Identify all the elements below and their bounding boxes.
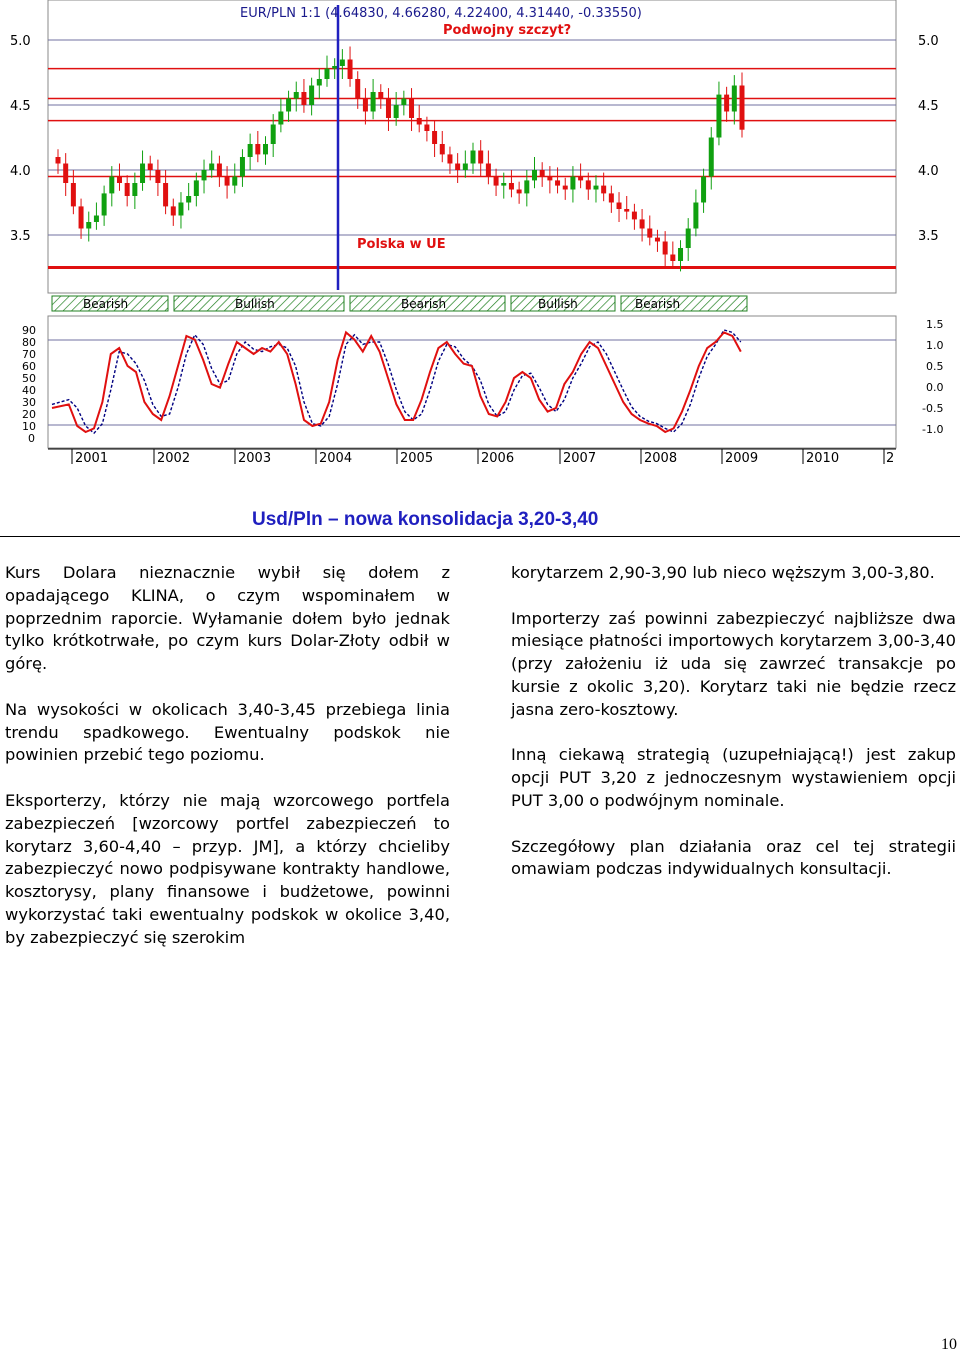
- section-heading: Usd/Pln – nowa konsolidacja 3,20-3,40: [252, 509, 599, 530]
- price-y-ticks-left: [10, 34, 31, 244]
- candle-body: [386, 99, 391, 119]
- candle-body: [194, 180, 199, 196]
- candle-body: [155, 170, 160, 183]
- band-label: Bearish: [83, 297, 129, 311]
- candle-body: [278, 112, 283, 125]
- price-tick-left: 5.0: [10, 34, 31, 49]
- candle-body: [586, 180, 591, 189]
- x-label: 2006: [481, 451, 515, 466]
- candle-body: [640, 219, 645, 228]
- osc-tick-right: 1.5: [926, 318, 944, 331]
- candle-body: [232, 177, 237, 186]
- candle-body: [686, 229, 691, 249]
- candle-body: [663, 242, 668, 255]
- osc-tick: 10: [22, 420, 36, 433]
- candle-body: [317, 79, 322, 86]
- candle-body: [524, 180, 529, 193]
- price-panel: [48, 0, 896, 293]
- candle-body: [424, 125, 429, 132]
- x-axis: [48, 449, 896, 466]
- candle-body: [309, 86, 314, 106]
- candle-body: [271, 125, 276, 145]
- osc-tick: 20: [22, 408, 36, 421]
- candle-body: [394, 105, 399, 118]
- candle-body: [501, 183, 506, 186]
- candle-body: [109, 177, 114, 194]
- x-label: 2: [886, 451, 895, 466]
- candle-body: [517, 190, 522, 194]
- candle-body: [678, 248, 683, 261]
- chart-title: EUR/PLN 1:1 (4.64830, 4.66280, 4.22400, 4.31440, -0.33550): [240, 6, 642, 21]
- candle-body: [417, 118, 422, 125]
- candle-body: [56, 157, 61, 164]
- price-tick-right: 3.5: [918, 229, 939, 244]
- candle-body: [132, 183, 137, 196]
- candle-body: [724, 95, 729, 112]
- paragraph: Kurs Dolara nieznacznie wybił się dołem z opadającego KLINA, o czym wspominałem w poprzednim raporcie. Wyłamanie dołem było jednak tylko krótkotrwałe, po czym kurs Dolar-Złoty odbił w górę.: [5, 563, 450, 674]
- candle-body: [263, 144, 268, 154]
- candle-body: [286, 99, 291, 112]
- candle-body: [432, 131, 437, 144]
- annotation-poland-eu: Polska w UE: [357, 237, 446, 252]
- candle-body: [301, 92, 306, 105]
- candle-body: [71, 183, 76, 206]
- candle-body: [340, 60, 345, 67]
- candle-body: [647, 229, 652, 238]
- paragraph: Eksporterzy, którzy nie mają wzorcowego portfela zabezpieczeń [wzorcowy portfel zabezpieczeń to korytarz 3,60-4,40 – przyp. JM], a którzy chcieliby zabezpieczyć nowo podpisywane kontrakty handlowe, kosztorysy, plany finansowe i budżetowe, powinni wykorzystać taki ewentualny podskok w okolice 3,40, by zabezpieczyć się szerokim: [5, 790, 450, 947]
- paragraph: Na wysokości w okolicach 3,40-3,45 przebiega linia trendu spadkowego. Ewentualny podskok nie powinien przebić tego poziomu.: [5, 699, 450, 765]
- left-column: [5, 562, 450, 972]
- candle-body: [209, 164, 214, 171]
- osc-left-ticks: [22, 324, 36, 445]
- sentiment-bands: [52, 296, 747, 311]
- candle-body: [593, 186, 598, 190]
- osc-tick: 60: [22, 360, 36, 373]
- osc-tick: 0: [28, 432, 35, 445]
- paragraph: korytarzem 2,90-3,90 lub nieco węższym 3,00-3,80.: [511, 563, 935, 582]
- x-label: 2005: [400, 451, 434, 466]
- candle-body: [217, 164, 222, 177]
- candle-body: [125, 183, 130, 196]
- candle-body: [540, 170, 545, 177]
- osc-tick-right: 0.5: [926, 360, 944, 373]
- x-label: 2003: [238, 451, 272, 466]
- eurpln-chart: [0, 0, 960, 470]
- annotation-double-top: Podwojny szczyt?: [443, 23, 572, 38]
- candle-body: [363, 99, 368, 112]
- candle-body: [732, 86, 737, 112]
- candle-body: [494, 177, 499, 186]
- band-label: Bullish: [235, 297, 275, 311]
- price-tick-right: 5.0: [918, 34, 939, 49]
- candle-body: [294, 92, 299, 99]
- osc-right-ticks: [922, 318, 944, 436]
- heading-rule: [0, 536, 960, 537]
- candle-body: [171, 206, 176, 215]
- x-label: 2007: [563, 451, 597, 466]
- candle-body: [248, 144, 253, 157]
- candle-body: [609, 193, 614, 202]
- candle-body: [547, 177, 552, 181]
- band-label: Bullish: [538, 297, 578, 311]
- paragraph: Inną ciekawą strategią (uzupełniającą!) jest zakup opcji PUT 3,20 z jednoczesnym wystawieniem opcji PUT 3,00 o podwójnym nominale.: [511, 745, 956, 810]
- candle-body: [117, 177, 122, 184]
- candle-body: [102, 193, 107, 215]
- price-tick-left: 4.0: [10, 164, 31, 179]
- candle-body: [371, 92, 376, 112]
- candle-body: [478, 151, 483, 164]
- osc-tick-right: 0.0: [926, 381, 944, 394]
- candle-body: [740, 86, 745, 130]
- candle-body: [401, 99, 406, 106]
- candle-body: [570, 177, 575, 190]
- candle-body: [709, 138, 714, 177]
- candle-body: [471, 151, 476, 164]
- candle-body: [225, 177, 230, 186]
- band-label: Bearish: [635, 297, 681, 311]
- candle-body: [409, 99, 414, 119]
- candle-body: [509, 183, 514, 190]
- candle-body: [324, 69, 329, 79]
- candle-body: [255, 144, 260, 154]
- osc-tick: 90: [22, 324, 36, 337]
- osc-tick: 40: [22, 384, 36, 397]
- price-tick-left: 3.5: [10, 229, 31, 244]
- candle-body: [332, 66, 337, 69]
- price-tick-right: 4.5: [918, 99, 939, 114]
- x-label: 2010: [806, 451, 840, 466]
- osc-tick: 30: [22, 396, 36, 409]
- candle-body: [632, 212, 637, 220]
- candle-body: [601, 186, 606, 194]
- osc-tick: 50: [22, 372, 36, 385]
- candle-body: [624, 209, 629, 212]
- right-column: [511, 562, 956, 904]
- candle-body: [355, 79, 360, 99]
- page-number: 10: [941, 1336, 957, 1353]
- osc-tick-right: -1.0: [922, 423, 944, 436]
- candle-body: [455, 164, 460, 171]
- candle-body: [86, 222, 91, 229]
- candle-body: [670, 255, 675, 262]
- x-label: 2004: [319, 451, 353, 466]
- candle-body: [555, 180, 560, 185]
- candle-body: [447, 154, 452, 163]
- candle-body: [655, 238, 660, 242]
- candle-body: [348, 60, 353, 80]
- candle-body: [140, 164, 145, 184]
- x-label: 2008: [644, 451, 678, 466]
- candle-body: [148, 164, 153, 171]
- osc-tick: 80: [22, 336, 36, 349]
- candle-body: [94, 216, 99, 223]
- candle-body: [486, 164, 491, 177]
- oscillator-panel: [48, 316, 896, 448]
- candle-body: [202, 170, 207, 180]
- paragraph: Importerzy zaś powinni zabezpieczyć najbliższe dwa miesiące płatności importowych korytarzem 3,00-3,40 (przy założeniu iż uda się zawrzeć transakcje po kursie z okolic 3,20). Korytarz taki nie będzie rzecz jasna zero-kosztowy.: [511, 608, 956, 719]
- price-tick-left: 4.5: [10, 99, 31, 114]
- band-label: Bearish: [401, 297, 447, 311]
- candle-body: [163, 183, 168, 206]
- candle-body: [440, 144, 445, 154]
- candle-body: [578, 177, 583, 181]
- candle-body: [563, 186, 568, 190]
- candle-body: [532, 170, 537, 180]
- candle-body: [716, 95, 721, 138]
- price-y-ticks-right: [918, 34, 939, 244]
- candle-body: [378, 92, 383, 99]
- candle-body: [701, 177, 706, 203]
- candle-body: [240, 157, 245, 177]
- osc-tick-right: 1.0: [926, 339, 944, 352]
- candle-body: [178, 203, 183, 216]
- candle-body: [79, 206, 84, 228]
- candle-body: [463, 164, 468, 171]
- paragraph: Szczegółowy plan działania oraz cel tej strategii omawiam podczas indywidualnych konsultacji.: [511, 836, 956, 879]
- price-tick-right: 4.0: [918, 164, 939, 179]
- x-label: 2009: [725, 451, 759, 466]
- x-label: 2002: [157, 451, 191, 466]
- candle-body: [186, 196, 191, 203]
- osc-tick-right: -0.5: [922, 402, 944, 415]
- candle-body: [63, 164, 68, 184]
- candle-body: [617, 203, 622, 210]
- osc-tick: 70: [22, 348, 36, 361]
- x-label: 2001: [75, 451, 109, 466]
- candle-body: [693, 203, 698, 229]
